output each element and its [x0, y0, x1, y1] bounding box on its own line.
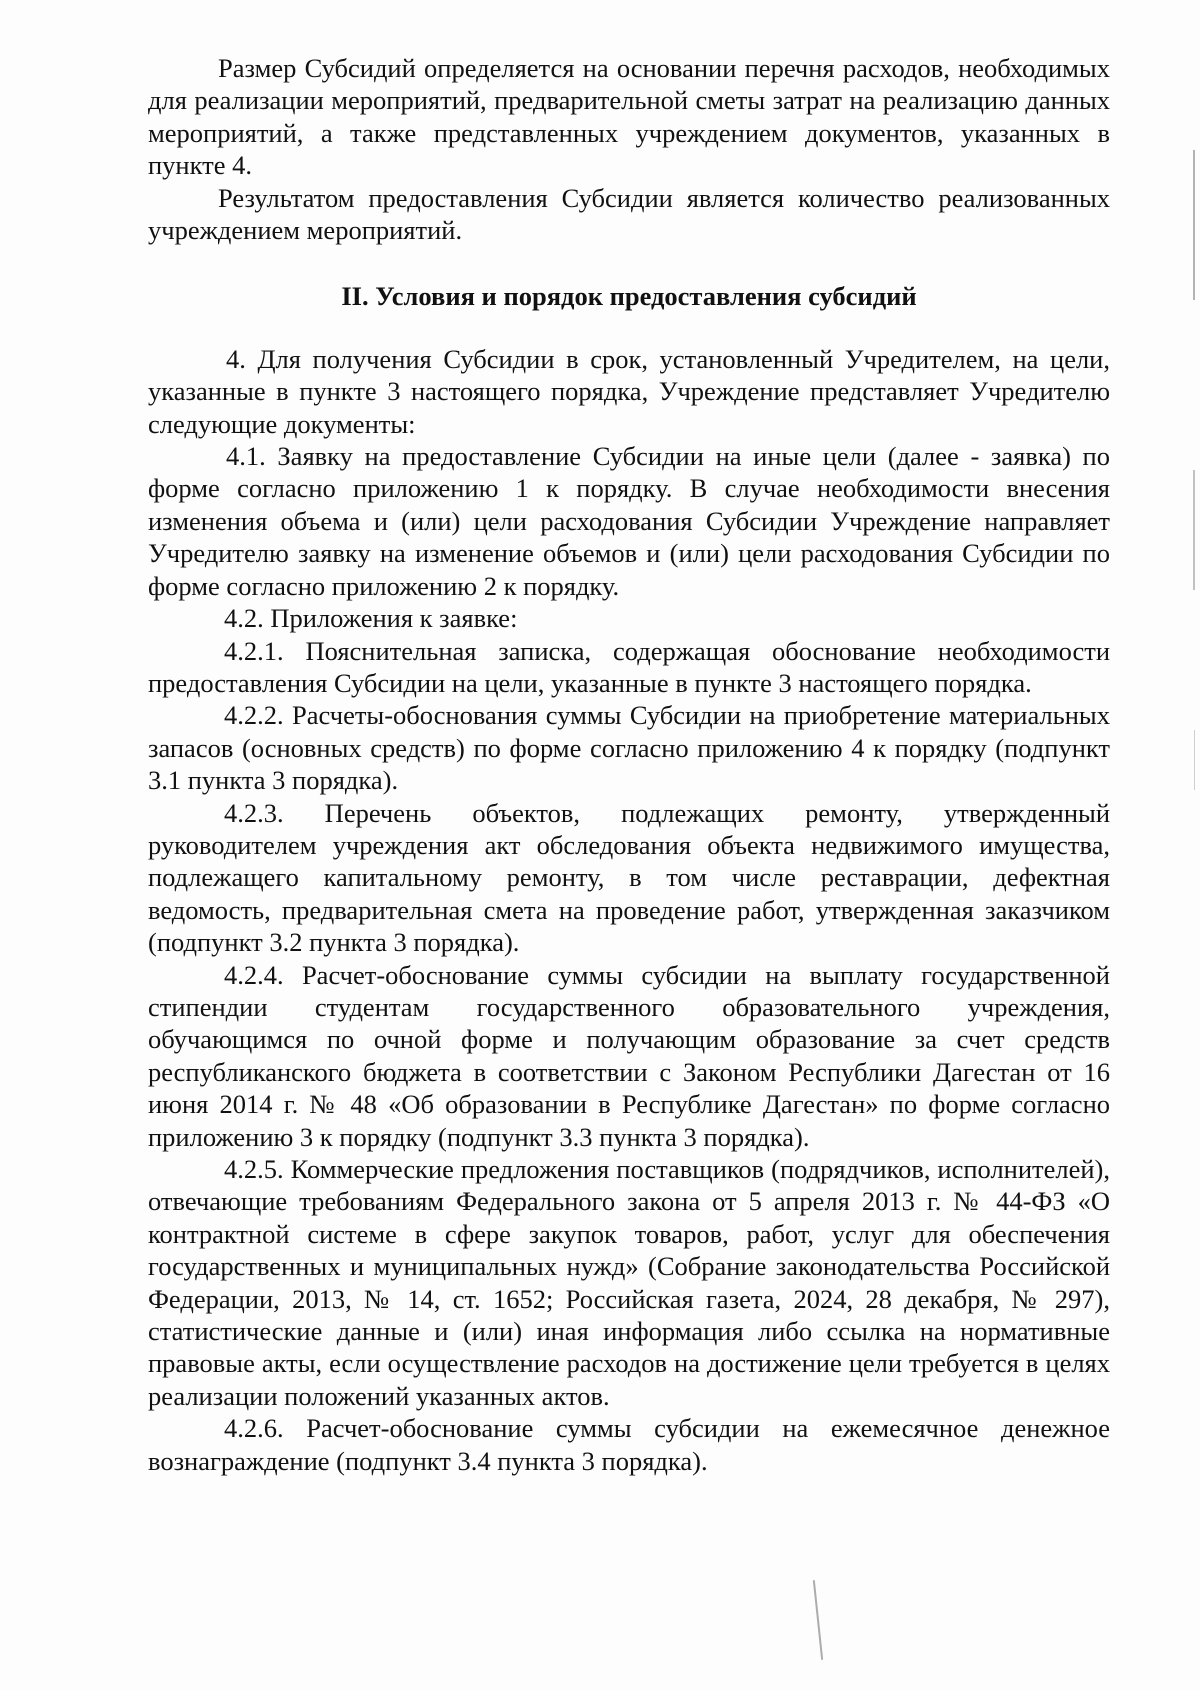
paragraph-item-4-2-3: 4.2.3. Перечень объектов, подлежащих ремонту, утвержденный руководителем учреждения акт обследования объекта недвижимого имущества, подлежащего капитальному ремонту, в том числе реставрации, дефектная ведомость, предварительная смета на проведение работ, утвержденная заказчиком (подпункт 3.2 пункта 3 порядка). — [148, 797, 1110, 958]
paragraph-item-4: 4. Для получения Субсидии в срок, установленный Учредителем, на цели, указанные в пункте 3 настоящего порядка, Учреждение представляет Учредителю следующие документы: — [148, 343, 1110, 439]
scan-edge-mark — [1193, 470, 1195, 590]
paragraph-item-4-2-2: 4.2.2. Расчеты-обоснования суммы Субсидии на приобретение материальных запасов (основных средств) по форме согласно приложению 4 к порядку (подпункт 3.1 пункта 3 порядка). — [148, 700, 1110, 796]
paragraph-result: Результатом предоставления Субсидии является количество реализованных учреждением мероприятий. — [148, 182, 1110, 246]
paragraph-item-4-2-6: 4.2.6. Расчет-обоснование суммы субсидии на ежемесячное денежное вознаграждение (подпункт 3.4 пункта 3 порядка). — [148, 1413, 1110, 1476]
section-heading: II. Условия и порядок предоставления субсидий — [341, 281, 917, 312]
scan-pen-stroke — [813, 1580, 823, 1660]
paragraph-item-4-2: 4.2. Приложения к заявке: — [224, 603, 518, 634]
paragraph-item-4-2-1: 4.2.1. Пояснительная записка, содержащая обоснование необходимости предоставления Субсидии на цели, указанные в пункте 3 настоящего порядка. — [148, 635, 1110, 698]
scan-edge-mark — [1193, 150, 1195, 300]
paragraph-item-4-2-4: 4.2.4. Расчет-обоснование суммы субсидии на выплату государственной стипендии студентам государственного образовательного учреждения, обучающимся по очной форме и получающим образование за счет средств республиканского бюджета в соответствии с Законом Республики Дагестан от 16 июня 2014 г. № 48 «Об образовании в Республике Дагестан» по форме согласно приложению 3 к порядку (подпункт 3.3 пункта 3 порядка). — [148, 959, 1110, 1152]
paragraph-item-4-1: 4.1. Заявку на предоставление Субсидии на иные цели (далее - заявка) по форме согласно приложению 1 к порядку. В случае необходимости внесения изменения объема и (или) цели расходования Субсидии Учреждение направляет Учредителю заявку на изменение объемов и (или) цели расходования Субсидии по форме согласно приложению 2 к порядку. — [148, 441, 1110, 601]
scan-edge-mark — [1194, 730, 1195, 790]
document-body — [148, 52, 1110, 1477]
paragraph-item-4-2-5: 4.2.5. Коммерческие предложения поставщиков (подрядчиков, исполнителей), отвечающие требованиям Федерального закона от 5 апреля 2013 г. № 44-ФЗ «О контрактной системе в сфере закупок товаров, работ, услуг для обеспечения государственных и муниципальных нужд» (Собрание законодательства Российской Федерации, 2013, № 14, ст. 1652; Российская газета, 2024, 28 декабря, № 297), статистические данные и (или) иная информация либо ссылка на нормативные правовые акты, если осуществление расходов на достижение цели требуется в целях реализации положений указанных актов. — [148, 1154, 1110, 1411]
paragraph-subsidy-size: Размер Субсидий определяется на основании перечня расходов, необходимых для реализации мероприятий, предварительной сметы затрат на реализацию данных мероприятий, а также представленных учреждением документов, указанных в пункте 4. — [148, 53, 1110, 181]
